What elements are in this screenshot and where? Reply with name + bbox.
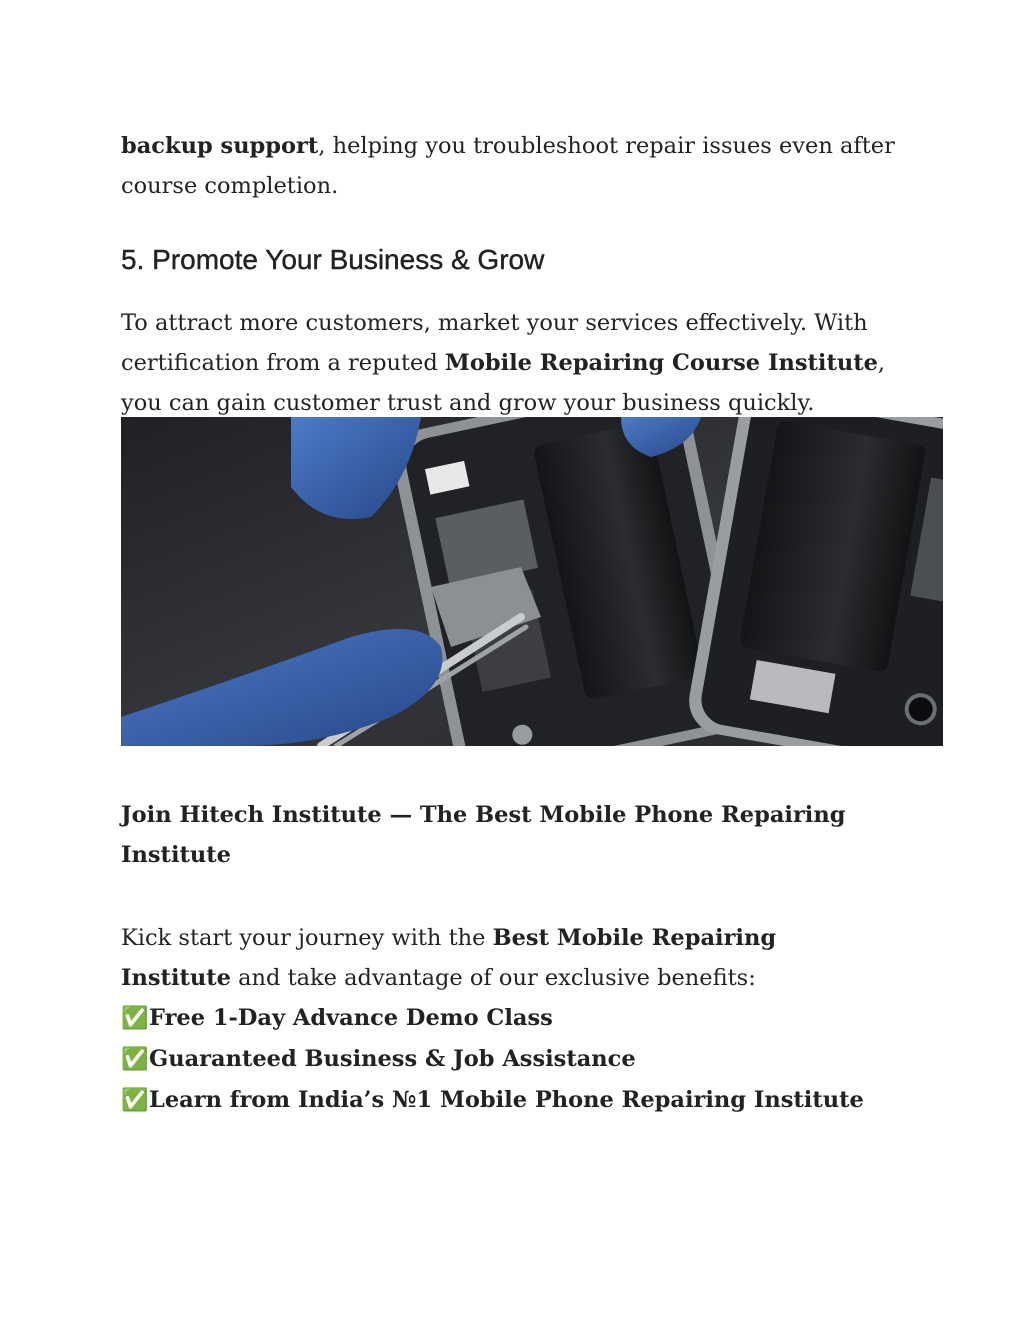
section-paragraph <box>121 303 911 423</box>
check-icon: ✅ <box>121 1047 149 1072</box>
benefit-label: Free 1-Day Advance Demo Class <box>149 1005 553 1031</box>
cta-paragraph <box>121 918 821 998</box>
cta-text-before: Kick start your journey with the <box>121 925 493 951</box>
benefit-label: Guaranteed Business & Job Assistance <box>149 1046 636 1072</box>
phone-repair-photo <box>121 417 943 746</box>
cta-text-after: and take advantage of our exclusive benefits: <box>230 965 756 991</box>
benefit-item <box>121 998 864 1039</box>
check-icon: ✅ <box>121 1088 149 1113</box>
intro-bold: backup support <box>121 133 319 159</box>
intro-paragraph <box>121 126 901 206</box>
benefit-label: Learn from India’s №1 Mobile Phone Repairing Institute <box>149 1087 864 1113</box>
section-heading: 5. Promote Your Business & Grow <box>121 244 545 275</box>
check-icon: ✅ <box>121 1006 149 1031</box>
section-bold-link: Mobile Repairing Course Institute <box>444 350 878 376</box>
benefit-item <box>121 1039 864 1080</box>
cta-bold: Best Mobile Repairing Institute <box>121 925 777 991</box>
benefits-list <box>121 998 864 1121</box>
join-heading: Join Hitech Institute — The Best Mobile Phone Repairing Institute <box>121 802 846 868</box>
benefit-item <box>121 1080 864 1121</box>
section-text-after: , you can gain customer trust and grow your business quickly. <box>121 350 886 416</box>
section-text-before: To attract more customers, market your services effectively. With certification from a reputed <box>121 310 868 376</box>
intro-text: , helping you troubleshoot repair issues even after course completion. <box>121 133 895 199</box>
